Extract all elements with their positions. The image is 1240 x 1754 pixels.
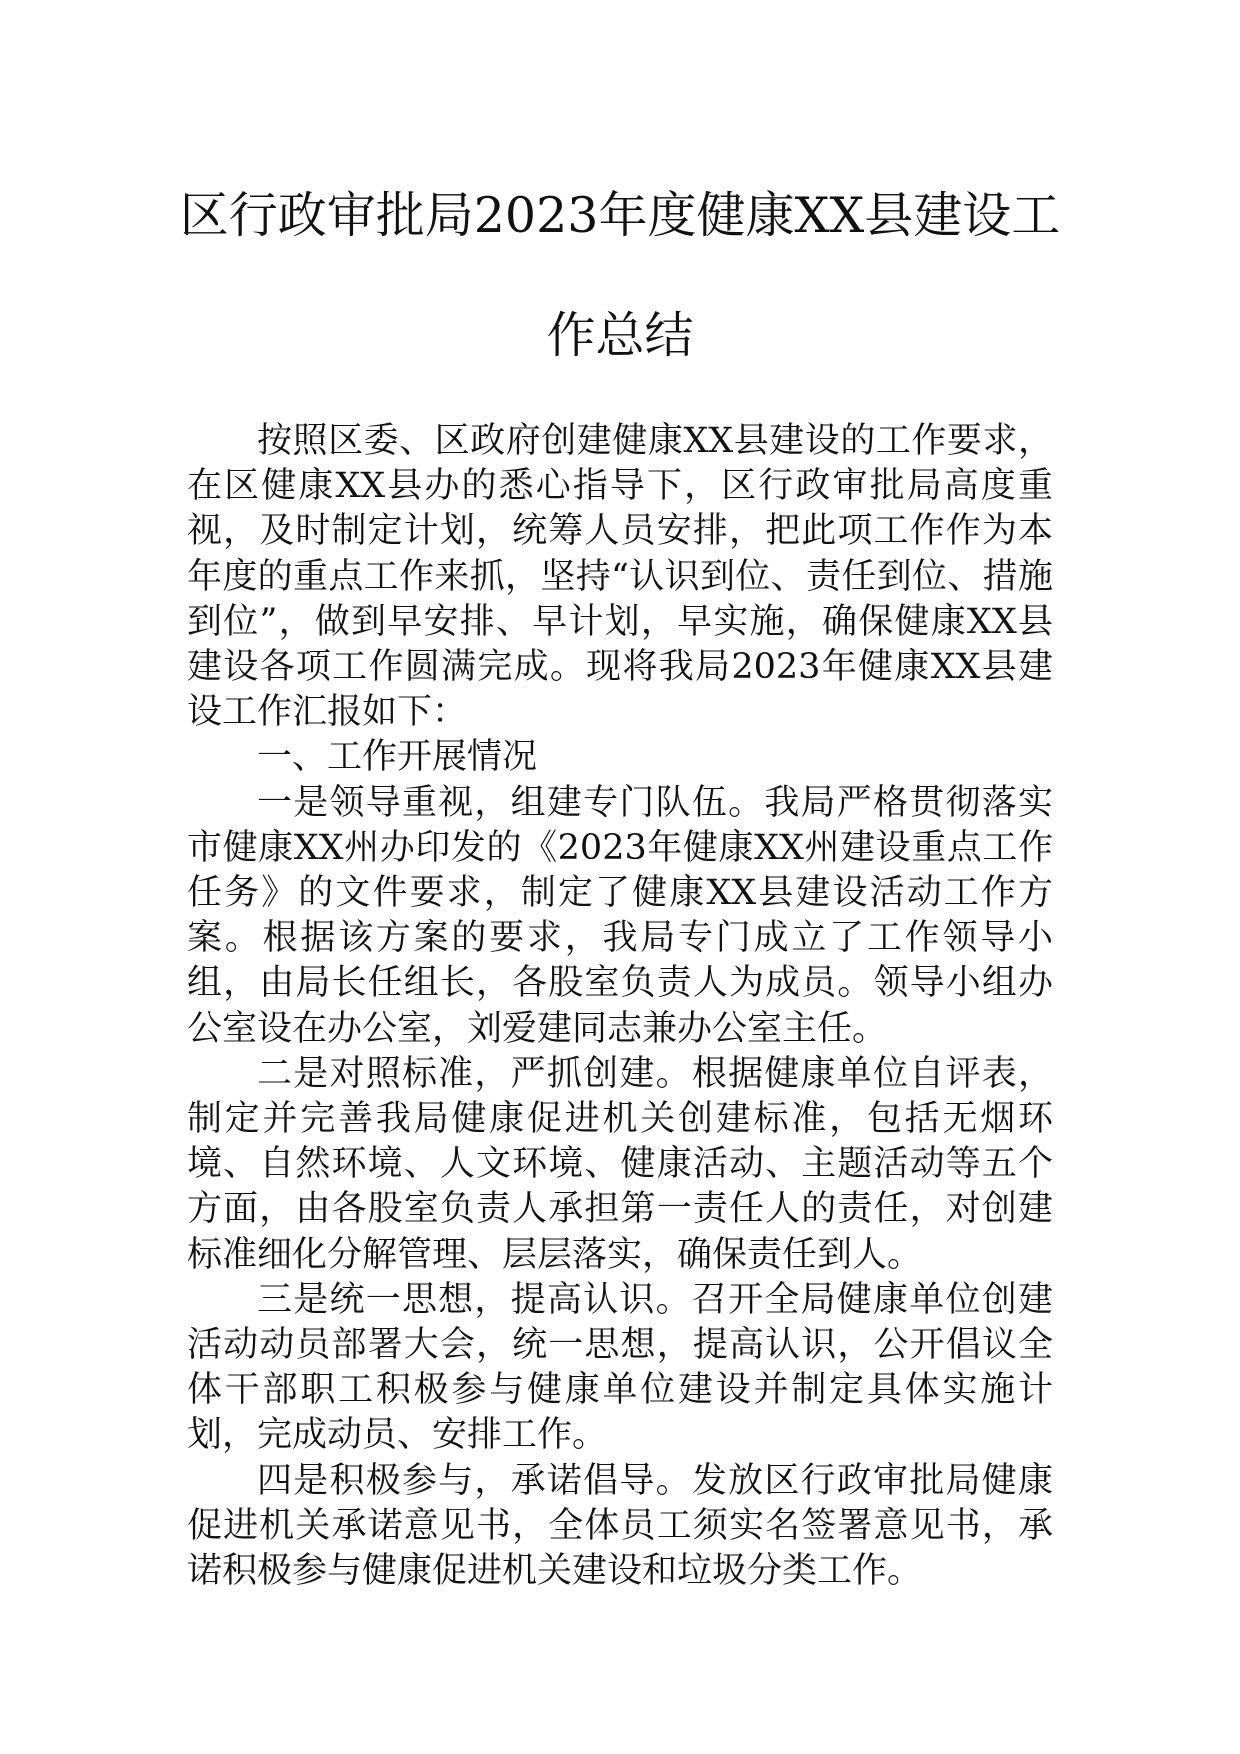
paragraph-participation: 四是积极参与，承诺倡导。发放区行政审批局健康促进机关承诺意见书，全体员工须实名签署意见书，承诺积极参与健康促进机关建设和垃圾分类工作。 [187,1460,1053,1592]
paragraph-unify-thinking: 三是统一思想，提高认识。召开全局健康单位创建活动动员部署大会，统一思想，提高认识，公开倡议全体干部职工积极参与健康单位建设并制定具体实施计划，完成动员、安排工作。 [187,1279,1053,1456]
document-title-line-2: 作总结 [546,307,694,364]
intro-paragraph: 按照区委、区政府创建健康XX县建设的工作要求，在区健康XX县办的悉心指导下，区行政审批局高度重视，及时制定计划，统筹人员安排，把此项工作作为本年度的重点工作来抓，坚持“认识到位、责任到位、措施到位”，做到早安排、早计划，早实施，确保健康XX县建设各项工作圆满完成。现将我局2023年健康XX县建设工作汇报如下： [187,421,1053,733]
document-title-line-1: 区行政审批局2023年度健康XX县建设工 [179,187,1061,244]
paragraph-standards: 二是对照标准，严抓创建。根据健康单位自评表，制定并完善我局健康促进机关创建标准，包括无烟环境、自然环境、人文环境、健康活动、主题活动等五个方面，由各股室负责人承担第一责任人的责任，对创建标准细化分解管理、层层落实，确保责任到人。 [187,1053,1053,1275]
section-heading: 一、工作开展情况 [257,737,538,778]
document-body [187,419,1053,1594]
paragraph-leadership: 一是领导重视，组建专门队伍。我局严格贯彻落实市健康XX州办印发的《2023年健康XX州建设重点工作任务》的文件要求，制定了健康XX县建设活动工作方案。根据该方案的要求，我局专门成立了工作领导小组，由局长任组长，各股室负责人为成员。领导小组办公室设在办公室，刘爱建同志兼办公室主任。 [187,782,1053,1049]
